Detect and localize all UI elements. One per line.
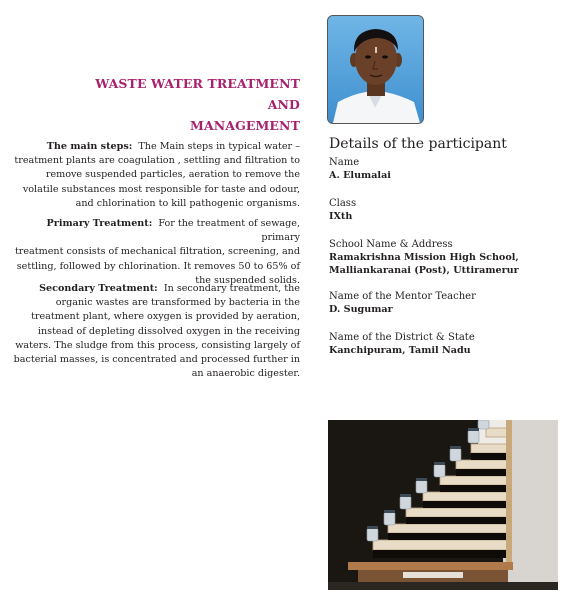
school-address: Malliankaranai (Post), Uttiramerur [329,265,519,276]
paragraph-line: remove suspended particles, aeration to remove the [45,169,300,181]
district-state: Kanchipuram, Tamil Nadu [329,345,471,356]
staircase-filter-model-image [328,420,558,590]
participant-mentor-field [329,290,569,316]
article-title-line-2: MANAGEMENT [190,118,300,133]
participant-class: IXth [329,211,353,222]
participant-portrait-image [328,16,423,123]
participant-name-field [329,156,569,182]
article-title-line-1: WASTE WATER TREATMENT AND [95,76,300,112]
paragraph-line: treatment consists of mechanical filtration, screening, and [14,246,300,258]
field-label: Name of the Mentor Teacher [329,291,476,302]
paragraph-primary-treatment [10,217,300,288]
paragraph-line: settling, followed by chlorination. It removes 50 to 65% of [16,260,300,272]
participant-details-heading: Details of the participant [329,136,507,152]
paragraph-line: treatment plants are coagulation , settling and filtration to [14,155,300,167]
project-photo [328,420,558,590]
field-label: Name [329,157,360,168]
paragraph-line: bacterial masses, is concentrated and processed further in [13,354,300,366]
field-label: School Name & Address [329,239,453,250]
paragraph-line: In secondary treatment, the [163,283,300,294]
paragraph-line: and chlorination to kill pathogenic organisms. [75,197,300,209]
participant-school-field [329,238,569,277]
paragraph-heading: Primary Treatment: [46,218,153,229]
participant-class-field [329,197,569,223]
paragraph-line: treatment plant, where oxygen is provided by aeration, [31,311,300,323]
paragraph-heading: The main steps: [46,141,133,152]
paragraph-line: volatile substances most responsible for taste and odour, [22,183,300,195]
article-title [60,73,300,136]
participant-photo [327,15,424,124]
field-label: Class [329,198,357,209]
school-name: Ramakrishna Mission High School, [329,252,519,263]
participant-district-field [329,331,569,357]
paragraph-line: For the treatment of sewage, primary [158,218,300,244]
paragraph-line: waters. The sludge from this process, consisting largely of [15,339,300,351]
paragraph-heading: Secondary Treatment: [39,283,158,294]
paragraph-line: The Main steps in typical water – [138,141,300,152]
paragraph-line: organic wastes are transformed by bacteria in the [55,297,300,309]
paragraph-secondary-treatment [10,282,300,381]
mentor-name: D. Sugumar [329,304,393,315]
paragraph-line: the suspended solids. [195,274,300,286]
paragraph-line: instead of depleting dissolved oxygen in the receiving [37,325,300,337]
paragraph-main-steps [10,140,300,211]
paragraph-line: an anaerobic digester. [191,368,300,380]
participant-name: A. Elumalai [329,170,391,181]
field-label: Name of the District & State [329,332,475,343]
